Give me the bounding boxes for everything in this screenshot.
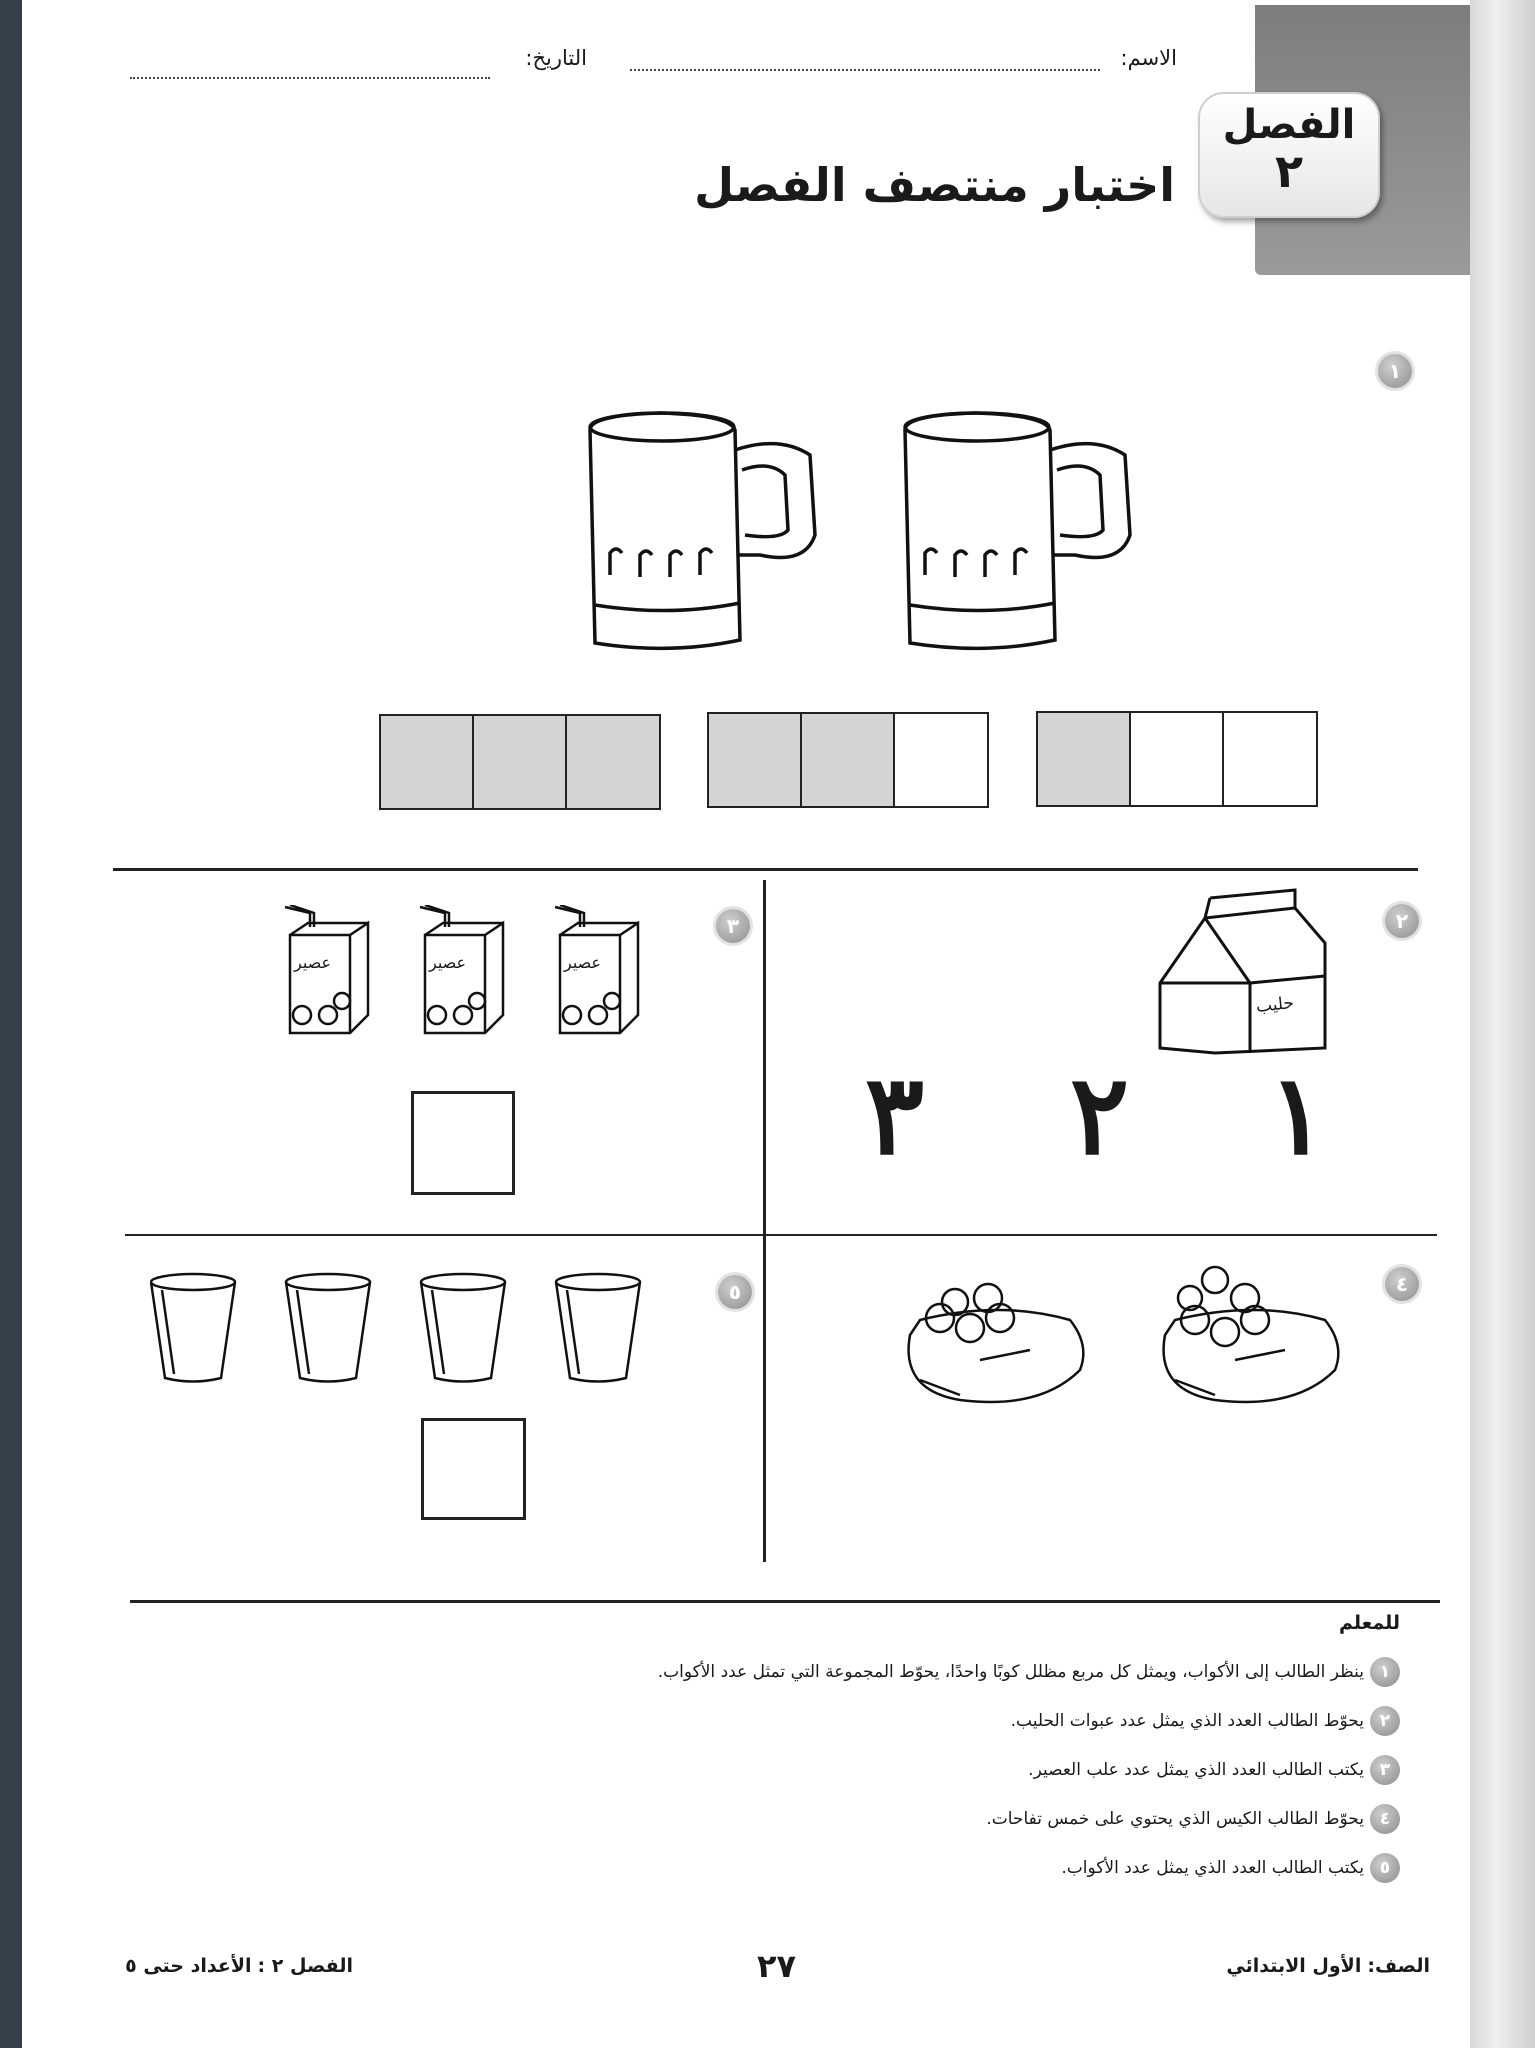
- chapter-footer: [125, 1955, 353, 1977]
- teacher-note-4: [986, 1804, 1400, 1834]
- note-text: يكتب الطالب العدد الذي يمثل عدد علب العصير.: [1028, 1760, 1364, 1780]
- chapter-footer-label: الفصل ٢ :: [257, 1955, 353, 1977]
- question-2-number: ٢: [1385, 904, 1419, 938]
- apple-bag-icon: [909, 1284, 1084, 1402]
- choice-one[interactable]: ١: [1268, 1050, 1328, 1179]
- milk-carton-icon: [1155, 888, 1335, 1058]
- divider-line-vertical: [763, 880, 766, 1562]
- cup-icon: [421, 1274, 505, 1382]
- mug-icon: [590, 413, 815, 648]
- empty-square: [1129, 711, 1225, 807]
- divider-line: [113, 868, 1418, 871]
- milk-label: حليب: [1255, 993, 1295, 1017]
- question-4-number: ٤: [1385, 1267, 1419, 1301]
- shaded-square: [1036, 711, 1132, 807]
- juice-label: عصير: [564, 953, 602, 972]
- teacher-note-2: [1011, 1706, 1400, 1736]
- date-label: التاريخ:: [525, 46, 587, 70]
- question-3-number: ٣: [716, 909, 750, 943]
- empty-square: [893, 712, 989, 808]
- chapter-number: ٢: [1274, 144, 1304, 198]
- note-text: ينظر الطالب إلى الأكواب، ويمثل كل مربع مظلل كوبًا واحدًا، يحوّط المجموعة التي تمثل عدد الأكواب.: [657, 1662, 1364, 1682]
- juice-box-icon: [415, 905, 510, 1044]
- note-text: يحوّط الطالب الكيس الذي يحتوي على خمس تفاحات.: [986, 1809, 1364, 1829]
- apple-bag-icon: [1164, 1267, 1339, 1402]
- page-title: اختبار منتصف الفصل: [694, 158, 1175, 212]
- shaded-square: [472, 714, 568, 810]
- divider-line: [130, 1600, 1440, 1603]
- grade-label: الصف:: [1367, 1955, 1430, 1977]
- page-edge: [1470, 0, 1535, 2048]
- chapter-word: الفصل: [1222, 102, 1356, 148]
- note-number: ١: [1370, 1657, 1400, 1687]
- note-number: ٤: [1370, 1804, 1400, 1834]
- chapter-footer-value: الأعداد حتى ٥: [125, 1955, 252, 1977]
- mugs-illustration: [570, 405, 1180, 665]
- note-number: ٥: [1370, 1853, 1400, 1883]
- name-field[interactable]: [630, 68, 1100, 71]
- cup-icon: [151, 1274, 235, 1382]
- divider-line: [125, 1234, 1437, 1236]
- grade-footer: [1226, 1955, 1430, 1977]
- teacher-label: للمعلم: [1338, 1612, 1400, 1634]
- page-number: ٢٧: [757, 1947, 797, 1985]
- answer-box-cups[interactable]: [421, 1418, 526, 1520]
- apple-bags-illustration: [900, 1250, 1350, 1420]
- choice-three[interactable]: ٣: [865, 1050, 925, 1179]
- note-text: يكتب الطالب العدد الذي يمثل عدد الأكواب.: [1061, 1858, 1364, 1878]
- note-number: ٣: [1370, 1755, 1400, 1785]
- teacher-note-3: [1028, 1755, 1400, 1785]
- note-number: ٢: [1370, 1706, 1400, 1736]
- shaded-square: [565, 714, 661, 810]
- choice-two[interactable]: ٢: [1070, 1050, 1130, 1179]
- teacher-note-1: [658, 1657, 1400, 1687]
- name-label: الاسم:: [1120, 46, 1177, 70]
- scan-left-border: [0, 0, 22, 2048]
- shaded-square: [800, 712, 896, 808]
- teacher-note-5: [1061, 1853, 1400, 1883]
- chapter-badge: [1198, 92, 1380, 218]
- question-5-number: ٥: [718, 1275, 752, 1309]
- answer-box-juice[interactable]: [411, 1091, 515, 1195]
- cup-icon: [556, 1274, 640, 1382]
- cups-illustration: [150, 1270, 660, 1385]
- grade-value: الأول الابتدائي: [1226, 1955, 1362, 1977]
- question-1-number: ١: [1378, 354, 1412, 388]
- shaded-square: [707, 712, 803, 808]
- date-field[interactable]: [130, 76, 490, 79]
- cup-icon: [286, 1274, 370, 1382]
- juice-label: عصير: [294, 953, 332, 972]
- note-text: يحوّط الطالب العدد الذي يمثل عدد عبوات الحليب.: [1010, 1711, 1364, 1731]
- juice-label: عصير: [429, 953, 467, 972]
- juice-box-icon: [280, 905, 375, 1044]
- juice-box-icon: [550, 905, 645, 1044]
- mug-icon: [905, 413, 1130, 648]
- empty-square: [1222, 711, 1318, 807]
- shaded-square: [379, 714, 475, 810]
